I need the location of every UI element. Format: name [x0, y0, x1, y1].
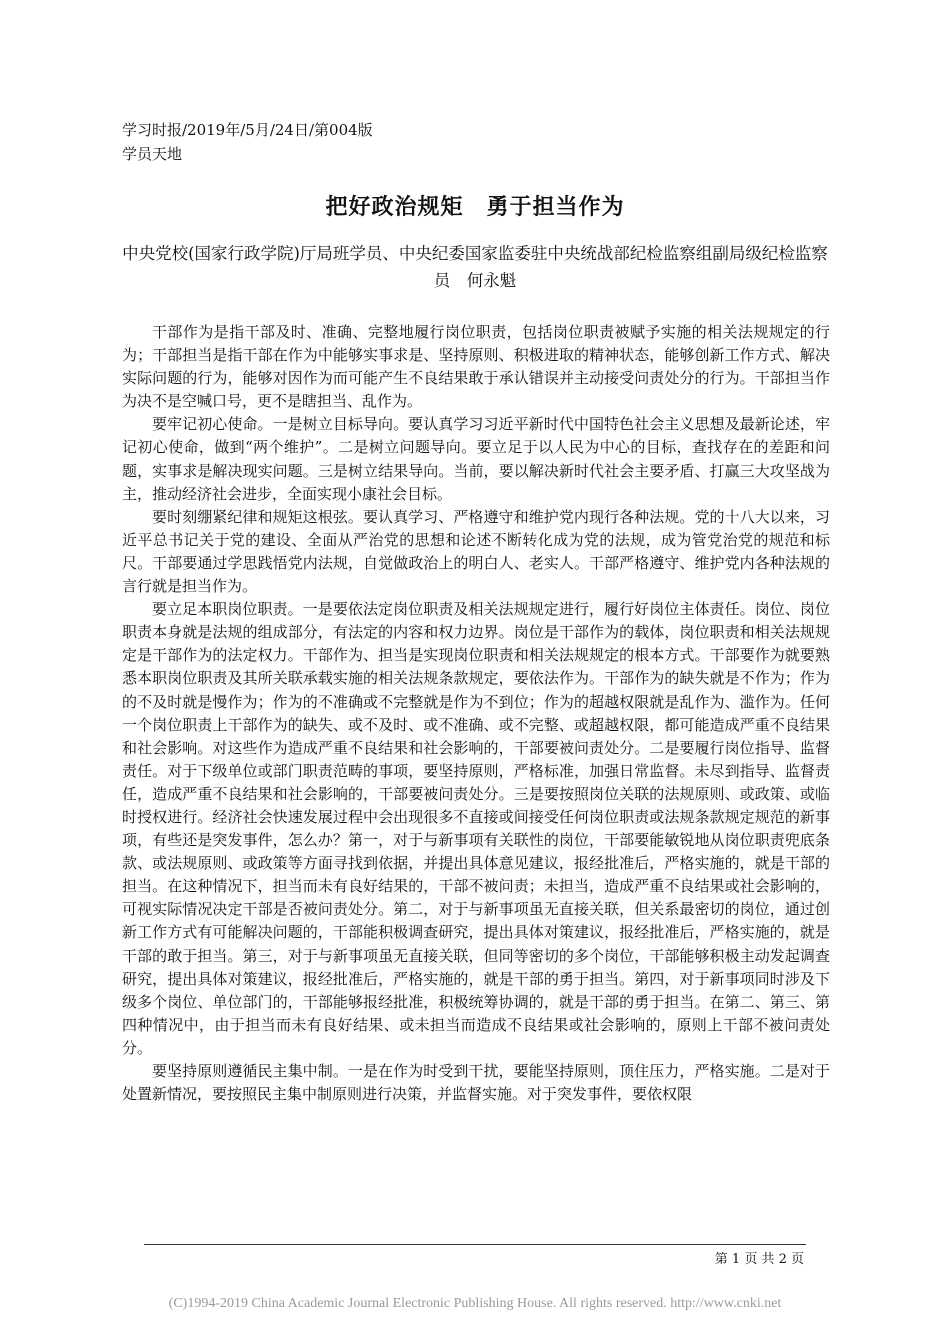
paragraph: 要立足本职岗位职责。一是要依法定岗位职责及相关法规规定进行，履行好岗位主体责任。岗位、岗位职责本身就是法规的组成部分，有法定的内容和权力边界。岗位是干部作为的载体，岗位职责和相关法规规定是干部作为的法定权力。干部作为、担当是实现岗位职责和相关法规规定的根本方式。干部要作为就要熟悉本职岗位职责及其所关联承载实施的相关法规条款规定，要依法作为。干部作为的缺失就是不作为；作为的不及时就是慢作为；作为的不准确或不完整就是作为不到位；作为的超越权限就是乱作为、滥作为。任何一个岗位职责上干部作为的缺失、或不及时、或不准确、或不完整、或超越权限，都可能造成严重不良结果和社会影响。对这些作为造成严重不良结果和社会影响的，干部要被问责处分。二是要履行岗位指导、监督责任。对于下级单位或部门职责范畴的事项，要坚持原则，严格标准，加强日常监督。未尽到指导、监督责任，造成严重不良结果和社会影响的，干部要被问责处分。三是要按照岗位关联的法规原则、或政策、或临时授权进行。经济社会快速发展过程中会出现很多不直接或间接受任何岗位职责或法规条款规定规范的新事项，有些还是突发事件，怎么办？第一，对于与新事项有关联性的岗位，干部要能敏锐地从岗位职责兜底条款、或法规原则、或政策等方面寻找到依据，并提出具体意见建议，报经批准后，严格实施的，就是干部的担当。在这种情况下，担当而未有良好结果的，干部不被问责；未担当，造成严重不良结果或社会影响的，可视实际情况决定干部是否被问责处分。第二，对于与新事项虽无直接关联，但关系最密切的岗位，通过创新工作方式有可能解决问题的，干部能积极调查研究，提出具体对策建议，报经批准后，严格实施的，就是干部的敢于担当。第三，对于与新事项虽无直接关联，但同等密切的多个岗位，干部能够积极主动发起调查研究，提出具体对策建议，报经批准后，严格实施的，就是干部的勇于担当。第四，对于新事项同时涉及下级多个岗位、单位部门的，干部能够报经批准，积极统筹协调的，就是干部的勇于担当。在第二、第三、第四种情况中，由于担当而未有良好结果、或未担当而造成不良结果或社会影响的，原则上干部不被问责处分。 [122, 600, 830, 1057]
article-meta [122, 118, 373, 166]
column-name: 学员天地 [122, 145, 183, 163]
article-body [122, 321, 830, 1106]
copyright-notice: (C)1994-2019 China Academic Journal Electronic Publishing House. All rights reserved. http://www.cnki.net [168, 1296, 782, 1311]
paragraph: 要牢记初心使命。一是树立目标导向。要认真学习习近平新时代中国特色社会主义思想及最新论述，牢记初心使命，做到“两个维护”。二是树立问题导向。要立足于以人民为中心的目标，查找存在的差距和问题，实事求是解决现实问题。三是树立结果导向。当前，要以解决新时代社会主要矛盾、打赢三大攻坚战为主，推动经济社会进步，全面实现小康社会目标。 [122, 415, 830, 503]
footer-divider [144, 1244, 806, 1245]
article-title: 把好政治规矩 勇于担当作为 [325, 194, 625, 220]
article-author: 中央党校(国家行政学院)厅局班学员、中央纪委国家监委驻中央统战部纪检监察组副局级纪检监察员 何永魁 [122, 244, 828, 290]
paragraph: 要坚持原则遵循民主集中制。一是在作为时受到干扰，要能坚持原则，顶住压力，严格实施。二是对于处置新情况，要按照民主集中制原则进行决策，并监督实施。对于突发事件，要依权限 [122, 1062, 830, 1104]
source-line: 学习时报/2019年/5月/24日/第004版 [122, 121, 373, 139]
page-number: 第 1 页 共 2 页 [714, 1252, 804, 1267]
paragraph: 要时刻绷紧纪律和规矩这根弦。要认真学习、严格遵守和维护党内现行各种法规。党的十八大以来，习近平总书记关于党的建设、全面从严治党的思想和论述不断转化成为党的法规，成为管党治党的规范和标尺。干部要通过学思践悟党内法规，自觉做政治上的明白人、老实人。干部严格遵守、维护党内各种法规的言行就是担当作为。 [122, 507, 830, 596]
paragraph: 干部作为是指干部及时、准确、完整地履行岗位职责，包括岗位职责被赋予实施的相关法规规定的行为；干部担当是指干部在作为中能够实事求是、坚持原则、积极进取的精神状态，能够创新工作方式、解决实际问题的行为，能够对因作为而可能产生不良结果敢于承认错误并主动接受问责处分的行为。干部担当作为决不是空喊口号，更不是瞎担当、乱作为。 [122, 323, 830, 411]
